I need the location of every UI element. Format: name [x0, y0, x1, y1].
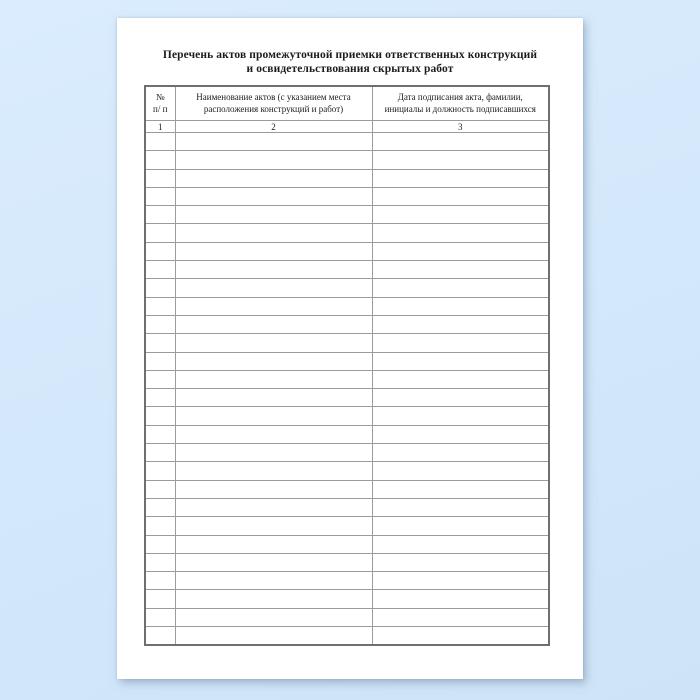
cell-signing-date	[372, 498, 549, 516]
cell-number	[145, 242, 175, 260]
header-line: Дата подписания акта, фамилии,	[397, 92, 523, 102]
table-row	[145, 608, 549, 626]
cell-signing-date	[372, 370, 549, 388]
cell-act-name	[175, 608, 372, 626]
cell-signing-date	[372, 389, 549, 407]
cell-act-name	[175, 425, 372, 443]
table-header-row	[145, 86, 549, 121]
cell-number	[145, 627, 175, 646]
cell-act-name	[175, 572, 372, 590]
acts-table	[144, 85, 550, 646]
cell-number	[145, 151, 175, 169]
cell-number	[145, 480, 175, 498]
cell-act-name	[175, 133, 372, 151]
cell-number	[145, 608, 175, 626]
cell-number	[145, 133, 175, 151]
cell-signing-date	[372, 425, 549, 443]
cell-signing-date	[372, 297, 549, 315]
cell-signing-date	[372, 169, 549, 187]
cell-act-name	[175, 535, 372, 553]
cell-number	[145, 315, 175, 333]
header-cell-act-name	[175, 86, 372, 121]
cell-act-name	[175, 224, 372, 242]
cell-number	[145, 224, 175, 242]
table-row	[145, 370, 549, 388]
table-row	[145, 498, 549, 516]
cell-act-name	[175, 206, 372, 224]
cell-number	[145, 572, 175, 590]
table-row	[145, 480, 549, 498]
cell-act-name	[175, 590, 372, 608]
cell-signing-date	[372, 334, 549, 352]
cell-number	[145, 261, 175, 279]
cell-number	[145, 169, 175, 187]
cell-signing-date	[372, 553, 549, 571]
header-line: инициалы и должность подписавшихся	[384, 103, 536, 114]
index-cell-2: 2	[175, 121, 372, 133]
cell-signing-date	[372, 535, 549, 553]
table-row	[145, 334, 549, 352]
table-row	[145, 187, 549, 205]
cell-number	[145, 590, 175, 608]
table-row	[145, 517, 549, 535]
cell-signing-date	[372, 224, 549, 242]
table-row	[145, 590, 549, 608]
cell-number	[145, 407, 175, 425]
document-title-line2: и освидетельствования скрытых работ	[246, 62, 454, 75]
cell-number	[145, 517, 175, 535]
table-row	[145, 206, 549, 224]
cell-act-name	[175, 498, 372, 516]
table-row	[145, 242, 549, 260]
header-line: п/ п	[153, 103, 168, 114]
cell-number	[145, 297, 175, 315]
table-row	[145, 462, 549, 480]
table-row	[145, 352, 549, 370]
table-row	[145, 425, 549, 443]
cell-signing-date	[372, 242, 549, 260]
cell-signing-date	[372, 480, 549, 498]
document-title	[117, 49, 583, 76]
cell-number	[145, 425, 175, 443]
cell-act-name	[175, 553, 372, 571]
cell-signing-date	[372, 315, 549, 333]
cell-act-name	[175, 352, 372, 370]
cell-signing-date	[372, 572, 549, 590]
cell-act-name	[175, 370, 372, 388]
document-page	[117, 18, 583, 679]
cell-signing-date	[372, 444, 549, 462]
cell-act-name	[175, 297, 372, 315]
cell-act-name	[175, 389, 372, 407]
cell-signing-date	[372, 151, 549, 169]
column-index-row	[145, 121, 549, 133]
cell-act-name	[175, 444, 372, 462]
table-row	[145, 553, 549, 571]
cell-number	[145, 370, 175, 388]
cell-act-name	[175, 334, 372, 352]
table-row	[145, 297, 549, 315]
cell-act-name	[175, 315, 372, 333]
header-line: Наименование актов (с указанием места	[196, 92, 351, 102]
cell-act-name	[175, 462, 372, 480]
cell-number	[145, 279, 175, 297]
header-line: расположения конструкций и работ)	[203, 103, 344, 114]
cell-signing-date	[372, 206, 549, 224]
cell-act-name	[175, 261, 372, 279]
table-row	[145, 261, 549, 279]
header-cell-signing-date	[372, 86, 549, 121]
cell-act-name	[175, 151, 372, 169]
cell-act-name	[175, 480, 372, 498]
table-row	[145, 627, 549, 646]
cell-number	[145, 206, 175, 224]
table-row	[145, 444, 549, 462]
table-row	[145, 279, 549, 297]
cell-signing-date	[372, 517, 549, 535]
cell-signing-date	[372, 590, 549, 608]
table-row	[145, 169, 549, 187]
table-row	[145, 224, 549, 242]
cell-number	[145, 553, 175, 571]
cell-number	[145, 389, 175, 407]
cell-signing-date	[372, 627, 549, 646]
cell-signing-date	[372, 462, 549, 480]
cell-number	[145, 187, 175, 205]
cell-act-name	[175, 169, 372, 187]
cell-signing-date	[372, 261, 549, 279]
cell-act-name	[175, 187, 372, 205]
table-row	[145, 133, 549, 151]
header-line: №	[155, 92, 165, 102]
cell-act-name	[175, 627, 372, 646]
table-row	[145, 315, 549, 333]
cell-number	[145, 334, 175, 352]
cell-number	[145, 498, 175, 516]
index-cell-1: 1	[145, 121, 175, 133]
cell-act-name	[175, 242, 372, 260]
cell-signing-date	[372, 133, 549, 151]
cell-act-name	[175, 279, 372, 297]
table-row	[145, 572, 549, 590]
cell-number	[145, 352, 175, 370]
cell-number	[145, 462, 175, 480]
table-row	[145, 407, 549, 425]
cell-act-name	[175, 407, 372, 425]
document-title-line1: Перечень актов промежуточной приемки ответственных конструкций	[162, 49, 538, 61]
cell-act-name	[175, 517, 372, 535]
cell-signing-date	[372, 279, 549, 297]
table-row	[145, 151, 549, 169]
index-cell-3: 3	[372, 121, 549, 133]
header-cell-number	[145, 86, 175, 121]
table-body	[145, 133, 549, 646]
cell-number	[145, 535, 175, 553]
cell-signing-date	[372, 407, 549, 425]
cell-signing-date	[372, 608, 549, 626]
table-row	[145, 535, 549, 553]
cell-number	[145, 444, 175, 462]
table-row	[145, 389, 549, 407]
cell-signing-date	[372, 352, 549, 370]
cell-signing-date	[372, 187, 549, 205]
